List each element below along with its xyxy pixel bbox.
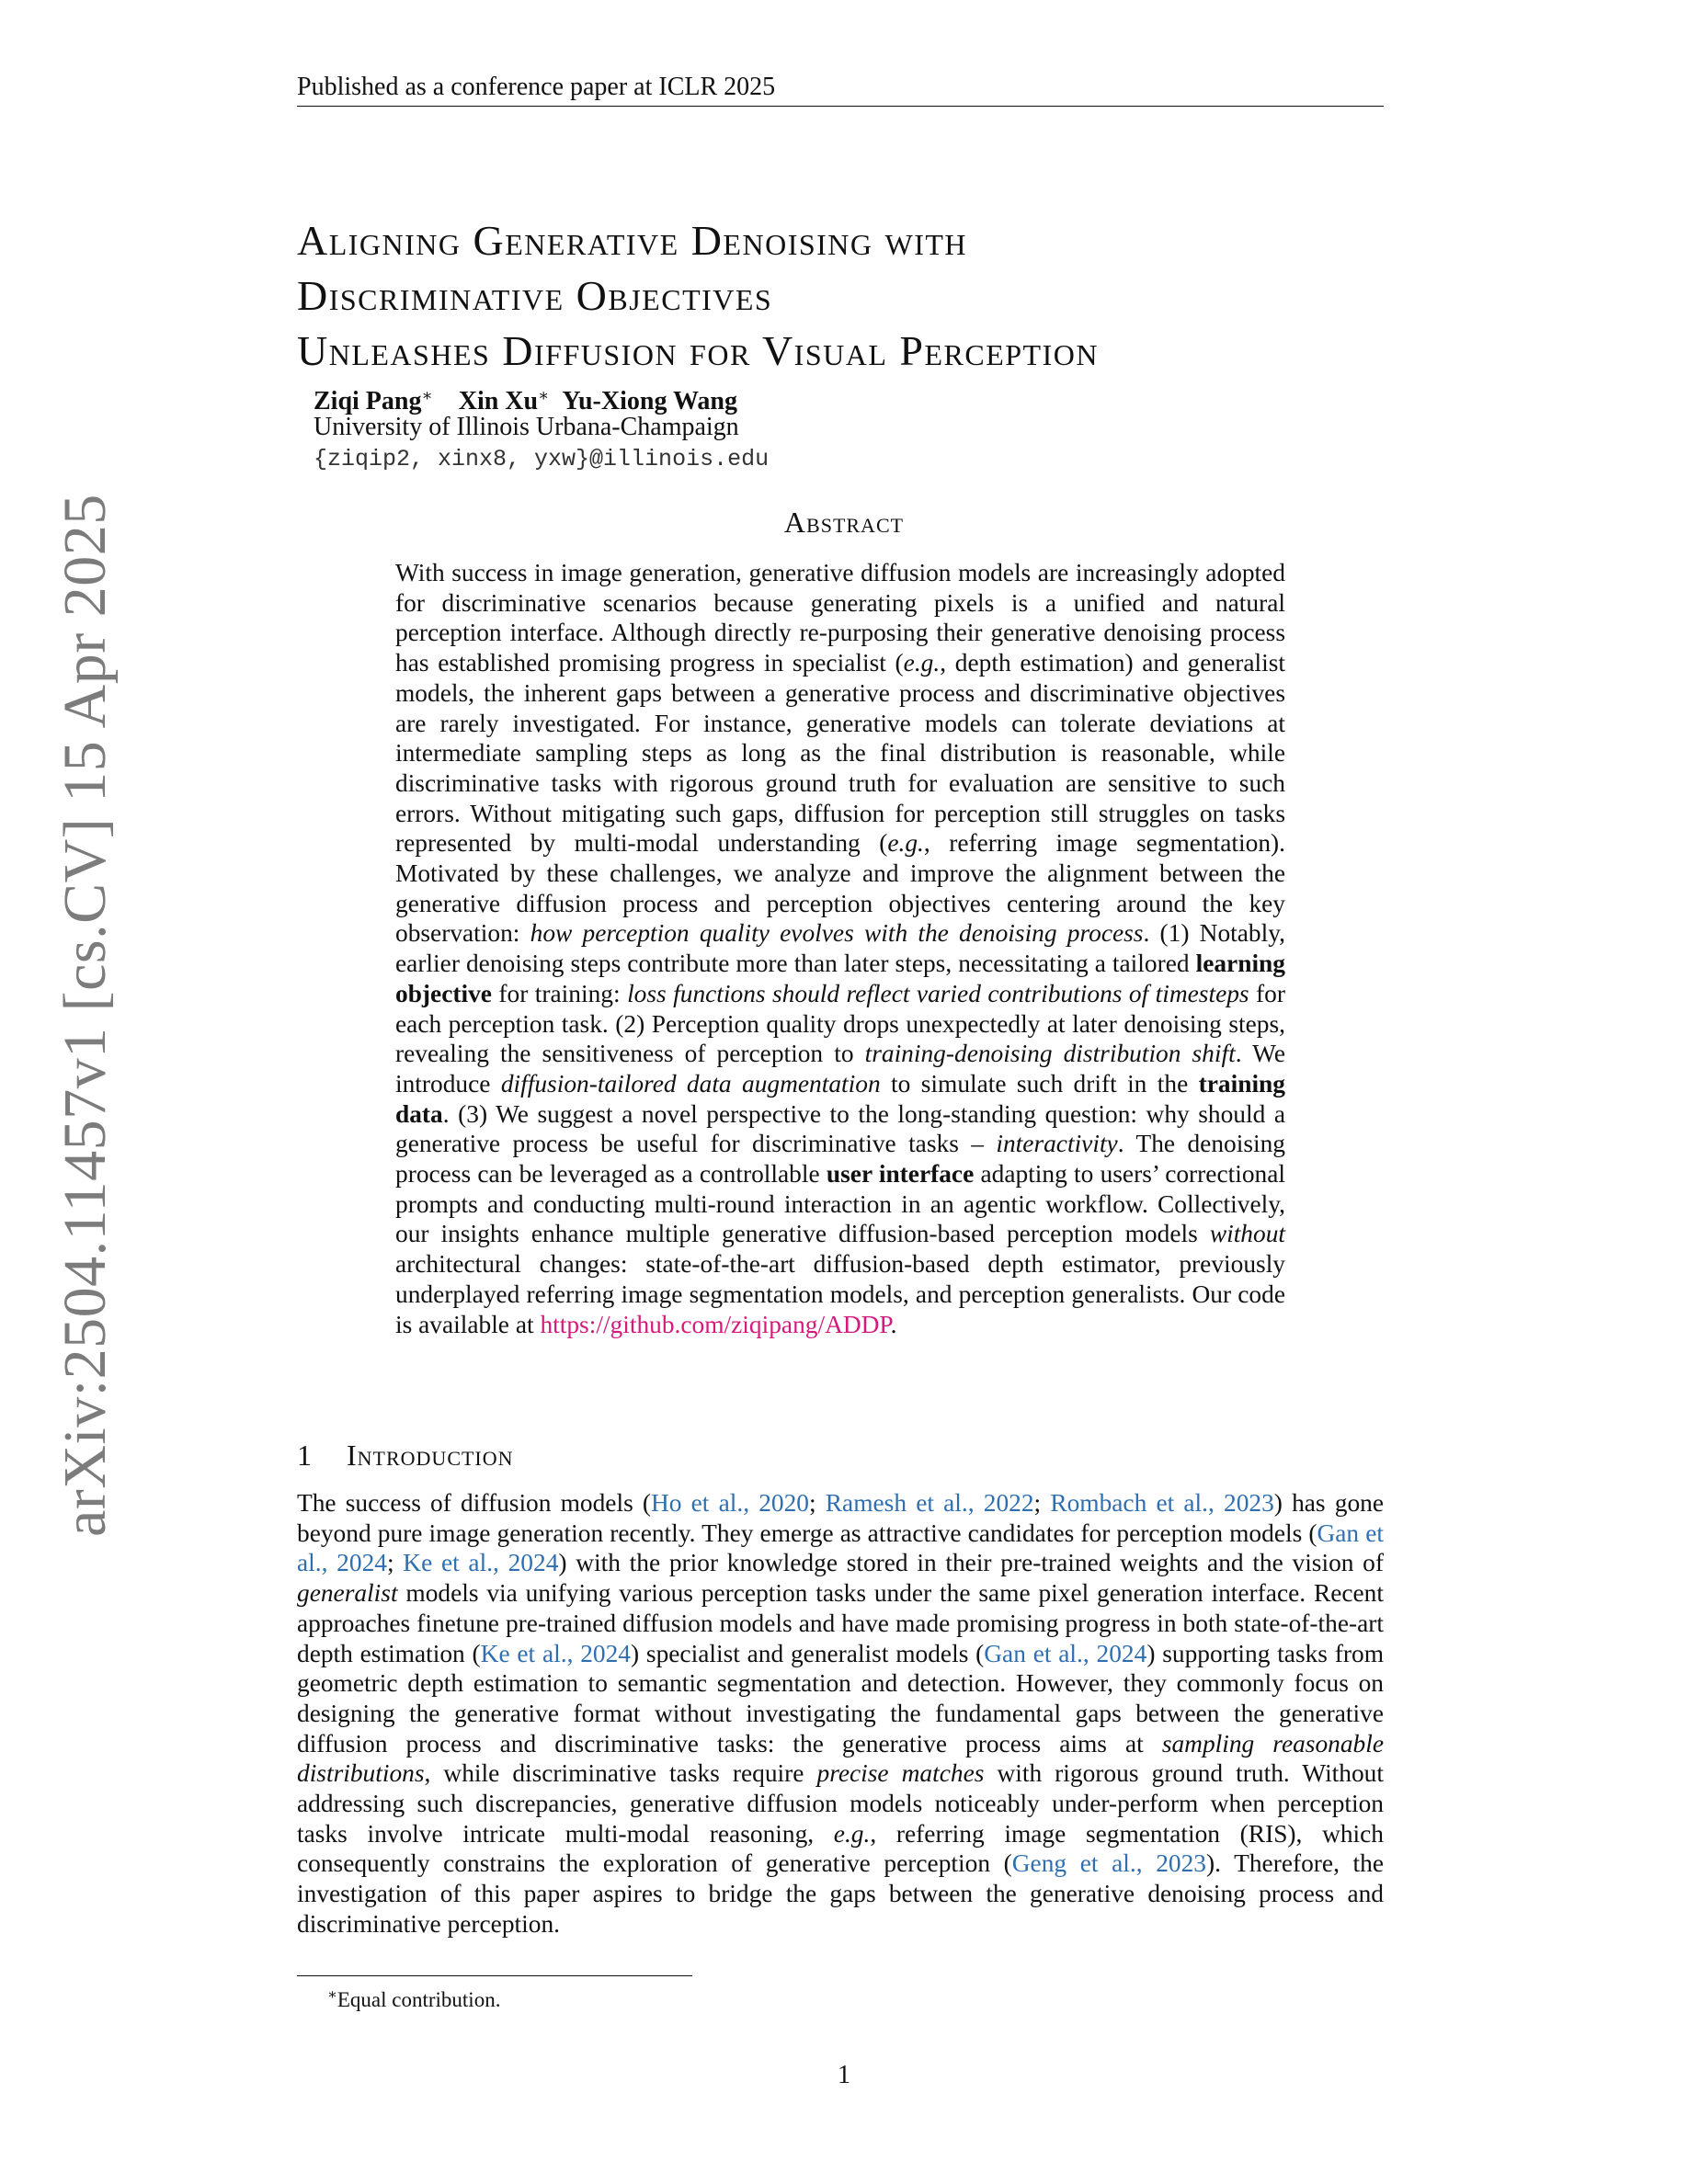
section-title: Introduction bbox=[347, 1439, 514, 1472]
footnote bbox=[327, 1982, 500, 2014]
running-header: Published as a conference paper at ICLR 2025 bbox=[297, 73, 776, 101]
citation-link[interactable]: Ke et al., 2024 bbox=[480, 1639, 631, 1667]
author-emails: {ziqip2, xinx8, yxw}@illinois.edu bbox=[314, 446, 770, 472]
title-line-2: Discriminative Objectives bbox=[297, 272, 773, 319]
author-2: Xin Xu bbox=[458, 387, 539, 415]
section-heading-introduction bbox=[297, 1437, 514, 1473]
section-number: 1 bbox=[297, 1439, 312, 1472]
author-3: Yu-Xiong Wang bbox=[562, 387, 737, 415]
page-number: 1 bbox=[838, 2061, 850, 2089]
abstract-body bbox=[395, 558, 1285, 1339]
citation-link[interactable]: Rombach et al., 2023 bbox=[1050, 1489, 1274, 1517]
abstract-heading: Abstract bbox=[783, 506, 905, 539]
header-rule bbox=[297, 106, 1384, 107]
citation-link[interactable]: Geng et al., 2023 bbox=[1011, 1849, 1207, 1878]
footnote-text: Equal contribution. bbox=[336, 1988, 501, 2011]
equal-contribution-mark: ∗ bbox=[421, 386, 433, 404]
citation-link[interactable]: Gan et al., 2024 bbox=[297, 1519, 1384, 1577]
paper-title bbox=[297, 213, 1099, 379]
code-url-link[interactable]: https://github.com/ziqipang/ADDP bbox=[540, 1310, 891, 1338]
footnote-rule bbox=[297, 1975, 692, 1976]
title-line-1: Aligning Generative Denoising with bbox=[297, 217, 968, 264]
abstract-paragraph: With success in image generation, generative diffusion models are increasingly adopted for discriminative scenarios because generating pixels is a unified and natural perception interface. Although directly re-purposing their generative denoising process has established promising progress in specialist (e.g., depth estimation) and generalist models, the inherent gaps between a generative process and discriminative objectives are rarely investigated. For instance, generative models can tolerate deviations at intermediate sampling steps as long as the final distribution is reasonable, while discriminative tasks with rigorous ground truth for evaluation are sensitive to such errors. Without mitigating such gaps, diffusion for perception still struggles on tasks represented by multi-modal understanding (e.g., referring image segmentation). Motivated by these challenges, we analyze and improve the alignment between the generative diffusion process and perception objectives centering around the key observation: how perception quality evolves with the denoising process. (1) Notably, earlier denoising steps contribute more than later steps, necessitating a tailored learning objective for training: loss functions should reflect varied contributions of timesteps for each perception task. (2) Perception quality drops unexpectedly at later denoising steps, revealing the sensitiveness of perception to training-denoising distribution shift. We introduce diffusion-tailored data augmentation to simulate such drift in the training data. (3) We suggest a novel perspective to the long-standing question: why should a generative process be useful for discriminative tasks – interactivity. The denoising process can be leveraged as a controllable user interface adapting to users’ correctional prompts and conducting multi-round interaction in an agentic workflow. Collectively, our insights enhance multiple generative diffusion-based perception models without architectural changes: state-of-the-art diffusion-based depth estimator, previously underplayed referring image segmentation models, and perception generalists. Our code is available at https://github.com/ziqipang/ADDP. bbox=[395, 559, 1285, 1338]
citation-link[interactable]: Ke et al., 2024 bbox=[403, 1549, 559, 1577]
citation-link[interactable]: Gan et al., 2024 bbox=[984, 1639, 1147, 1667]
citation-link[interactable]: Ho et al., 2020 bbox=[651, 1489, 809, 1517]
author-1: Ziqi Pang bbox=[314, 387, 422, 415]
footnote-mark: ∗ bbox=[327, 1987, 337, 2003]
intro-paragraph: The success of diffusion models (Ho et al., 2020; Ramesh et al., 2022; Rombach et al., 2023) has gone beyond pure image generation recently. They emerge as attractive candidates for perception models (Gan et al., 2024; Ke et al., 2024) with the prior knowledge stored in their pre-trained weights and the vision of generalist models via unifying various perception tasks under the same pixel generation interface. Recent approaches finetune pre-trained diffusion models and have made promising progress in both state-of-the-art depth estimation (Ke et al., 2024) specialist and generalist models (Gan et al., 2024) supporting tasks from geometric depth estimation to semantic segmentation and detection. However, they commonly focus on designing the generative format without investigating the fundamental gaps between the generative diffusion process and discriminative tasks: the generative process aims at sampling reasonable distributions, while discriminative tasks require precise matches with rigorous ground truth. Without addressing such discrepancies, generative diffusion models noticeably under-perform when perception tasks involve intricate multi-modal reasoning, e.g., referring image segmentation (RIS), which consequently constrains the exploration of generative perception (Geng et al., 2023). Therefore, the investigation of this paper aspires to bridge the gaps between the generative denoising process and discriminative perception. bbox=[297, 1489, 1385, 1938]
arxiv-identifier: arXiv:2504.11457v1 [cs.CV] 15 Apr 2025 bbox=[51, 494, 119, 1537]
equal-contribution-mark: ∗ bbox=[538, 386, 550, 404]
citation-link[interactable]: Ramesh et al., 2022 bbox=[825, 1489, 1034, 1517]
introduction-body bbox=[297, 1488, 1384, 1939]
affiliation: University of Illinois Urbana-Champaign bbox=[314, 413, 739, 441]
title-line-3: Unleashes Diffusion for Visual Perception bbox=[297, 327, 1099, 374]
